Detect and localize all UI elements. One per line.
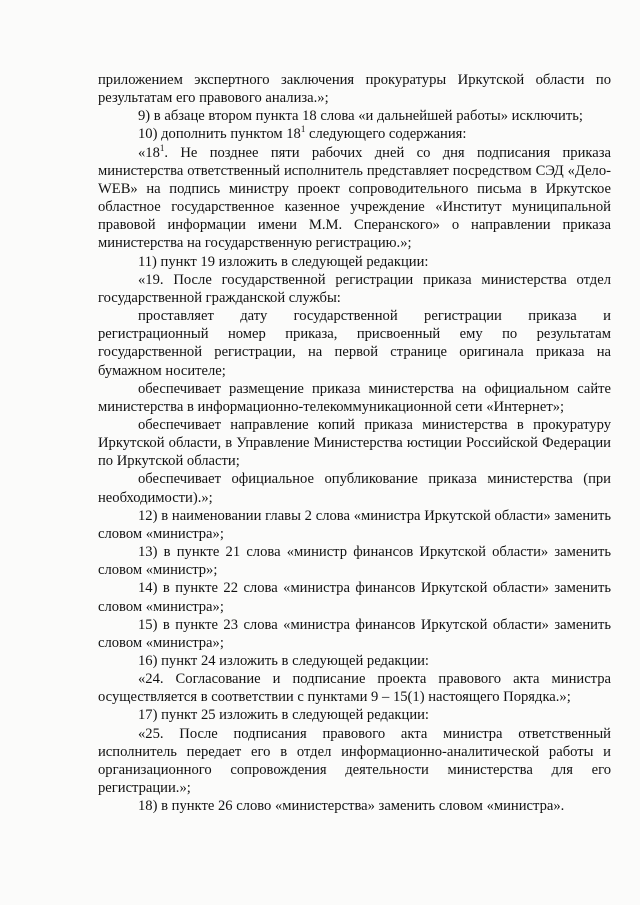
paragraph-text: . Не позднее пяти рабочих дней со дня подписания приказа министерства ответственный исполнитель представляет посредством СЭД «Дело-WEB» на подпись министру проект сопроводительного письма в Иркутское областное государственное казенное учреждение «Институт муниципальной правовой информации имени М.М. Сперанского» о направлении приказа министерства на государственную регистрацию.»; xyxy=(98,144,611,252)
paragraph: «24. Согласование и подписание проекта правового акта министра осуществляется в соответствии с пунктами 9 – 15(1) настоящего Порядка.»; xyxy=(98,671,611,706)
paragraph: «19. После государственной регистрации приказа министерства отдел государственной гражданской службы: xyxy=(98,271,611,306)
paragraph: 15) в пункте 23 слова «министра финансов Иркутской области» заменить словом «министра»; xyxy=(98,616,611,651)
paragraph: обеспечивает размещение приказа министерства на официальном сайте министерства в информационно-телекоммуникационной сети «Интернет»; xyxy=(98,380,611,415)
paragraph-text: следующего содержания: xyxy=(305,126,467,143)
paragraph: 18) в пункте 26 слово «министерства» заменить словом «министра». xyxy=(138,798,565,815)
paragraph: 16) пункт 24 изложить в следующей редакции: xyxy=(138,653,429,669)
superscript: 1 xyxy=(159,142,165,153)
paragraph: 9) в абзаце втором пункта 18 слова «и дальнейшей работы» исключить; xyxy=(138,108,583,125)
paragraph-text: 10) дополнить пунктом 18 xyxy=(138,126,301,143)
paragraph: обеспечивает официальное опубликование приказа министерства (при необходимости).»; xyxy=(98,471,611,506)
paragraph-text: «18 xyxy=(138,144,160,161)
paragraph: приложением экспертного заключения прокуратуры Иркутской области по результатам его правового анализа.»; xyxy=(98,72,611,107)
paragraph: 17) пункт 25 изложить в следующей редакции: xyxy=(138,707,429,724)
paragraph: «25. После подписания правового акта министра ответственный исполнитель передает его в отдел информационно-аналитической работы и организационного сопровождения деятельности министерства для его регистрации.»; xyxy=(98,725,611,797)
paragraph xyxy=(98,125,611,143)
superscript: 1 xyxy=(300,124,306,135)
paragraph: проставляет дату государственной регистрации приказа и регистрационный номер приказа, присвоенный ему по результатам государственной регистрации, на первой странице оригинала приказа на бумажном носителе; xyxy=(98,308,611,379)
paragraph: 13) в пункте 21 слова «министр финансов Иркутской области» заменить словом «министр»; xyxy=(98,544,611,579)
paragraph: 14) в пункте 22 слова «министра финансов Иркутской области» заменить словом «министра»; xyxy=(98,580,611,615)
paragraph xyxy=(98,144,611,253)
paragraph: 11) пункт 19 изложить в следующей редакции: xyxy=(138,253,429,270)
document-body xyxy=(98,71,611,815)
paragraph: обеспечивает направление копий приказа министерства в прокуратуру Иркутской области, в Управление Министерства юстиции Российской Федерации по Иркутской области; xyxy=(98,416,611,470)
paragraph: 12) в наименовании главы 2 слова «министра Иркутской области» заменить словом «министра»; xyxy=(98,507,611,542)
